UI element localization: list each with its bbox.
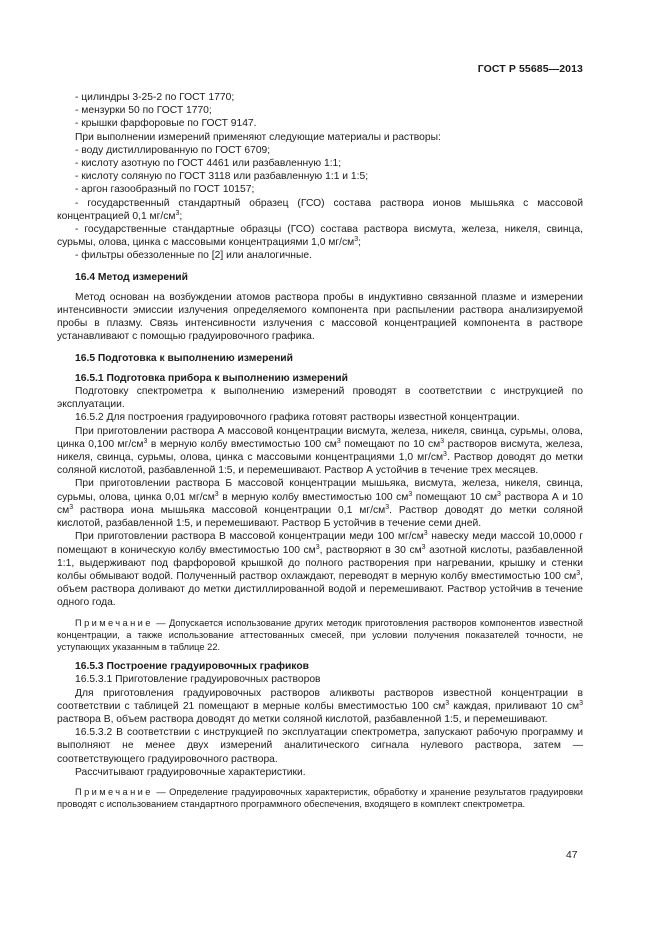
list-item: - кислоту соляную по ГОСТ 3118 или разбавленную 1:1 и 1:5; (75, 171, 369, 183)
solution-b-paragraph: При приготовлении раствора Б массовой концентрации мышьяка, висмута, железа, никеля, свинца, сурьмы, олова, цинка 0,01 $мг/см^3$ в мерную колбу вместимостью 100 $см^3$ помещают 10 $см^3$ раствора А и 10 $см^3$ раствора иона мышьяка массовой концентрации 0,1 $мг/см^3$. Раствор доводят до метки соляной кислотой, разбавленной 1:5, и перемешивают. Раствор Б устойчив в течение семи дней. (57, 478, 583, 530)
note-paragraph: Примечание — Допускается использование других методик приготовления растворов компонентов известной концентрации, а также использование аттестованных смесей, при условии получения показателей точности, не уступающих указанным в таблице 22. (57, 617, 583, 652)
list-item: - мензурки 50 по ГОСТ 1770; (75, 105, 212, 117)
list-item-gso-arsenic: - государственный стандартный образец (ГСО) состава раствора ионов мышьяка с массовой концентрацией 0,1 $мг/см^3$; (57, 197, 583, 222)
calibration-paragraph: Для приготовления градуировочных растворов аликвоты растворов известной концентрации в соответствии с таблицей 21 помещают в мерные колбы вместимостью 100 $см^3$ каждая, приливают 10 $см^3$ раствора В, объем раствора доводят до метки соляной кислотой, разбавленной 1:5, и перемешивают. (57, 687, 583, 725)
method-paragraph: Метод основан на возбуждении атомов раствора пробы в индуктивно связанной плазме и измерении интенсивности эмиссии излучения определяемого компонента при распылении раствора анализируемой пробы в плазму. Связь интенсивности излучения с массовой концентрацией компонента в растворе устанавливают с помощью градуировочного графика. (57, 291, 583, 343)
list-item: - крышки фарфоровые по ГОСТ 9147. (75, 118, 257, 130)
materials-intro: При выполнении измерений применяют следующие материалы и растворы: (75, 131, 441, 143)
solution-a-paragraph: При приготовлении раствора А массовой концентрации висмута, железа, никеля, свинца, сурьмы, олова, цинка 0,100 $мг/см^3$ в мерную колбу вместимостью 100 $см^3$ помещают по 10 $см^3$ растворов висмута, железа, никеля, свинца, сурьмы, олова, цинка с массовыми концентрациями 1,0 $мг/см^3$. Раствор доводят до метки соляной кислотой, разбавленной 1:5, и перемешивают. Раствор А устойчив в течение трех месяцев. (57, 425, 583, 477)
solution-v-paragraph: При приготовлении раствора В массовой концентрации меди 100 $мг/см^3$ навеску меди массой 10,0000 г помещают в коническую колбу вместимостью 100 $см^3$, растворяют в 30 $см^3$ азотной кислоты, разбавленной 1:1, выдерживают под фарфоровой крышкой до полного растворения при нагревании, крышку и стенки колбы обмывают водой. Полученный раствор охлаждают, переводят в мерную колбу вместимостью 100 $см^3$, объем раствора доливают до метки дистиллированной водой и перемешивают. Раствор устойчив в течение одного года. (57, 530, 584, 609)
list-item: - фильтры обеззоленные по [2] или аналогичные. (75, 250, 312, 262)
note-paragraph: Примечание — Определение градуировочных характеристик, обработку и хранение результатов градуировки проводят с использованием стандартного программного обеспечения, входящего в комплект спектрометра. (57, 786, 583, 810)
standard-header: ГОСТ Р 55685—2013 (477, 63, 583, 75)
subsection-title-16-5-3-1: 16.5.3.1 Приготовление градуировочных растворов (75, 674, 321, 686)
subsection-heading-16-5-3: 16.5.3 Построение градуировочных графиков (75, 661, 309, 673)
paragraph: 16.5.3.2 В соответствии с инструкцией по эксплуатации спектрометра, запускают рабочую программу и выполняют не менее двух измерений аналитического сигнала нулевого раствора, затем — соответствующего градуировочного раствора. (57, 727, 583, 765)
list-item: - кислоту азотную по ГОСТ 4461 или разбавленную 1:1; (75, 158, 342, 170)
paragraph: Подготовку спектрометра к выполнению измерений проводят в соответствии с инструкцией по эксплуатации. (57, 386, 583, 411)
list-item: - цилиндры 3-25-2 по ГОСТ 1770; (75, 92, 235, 103)
subsection-heading-16-5-1: 16.5.1 Подготовка прибора к выполнению измерений (75, 372, 348, 384)
section-heading-16-4: 16.4 Метод измерений (75, 271, 188, 283)
page-number: 47 (566, 850, 578, 861)
document-body (57, 91, 583, 810)
list-item-gso-metals: - государственные стандартные образцы (ГСО) состава раствора висмута, железа, никеля, свинца, сурьмы, олова, цинка с массовыми концентрациями 1,0 $мг/см^3$; (57, 224, 583, 249)
paragraph: 16.5.2 Для построения градуировочного графика готовят растворы известной концентрации. (75, 412, 520, 424)
list-item: - аргон газообразный по ГОСТ 10157; (75, 184, 255, 196)
section-heading-16-5: 16.5 Подготовка к выполнению измерений (75, 352, 293, 364)
paragraph: Рассчитывают градуировочные характеристики. (75, 766, 306, 778)
list-item: - воду дистиллированную по ГОСТ 6709; (75, 144, 271, 156)
